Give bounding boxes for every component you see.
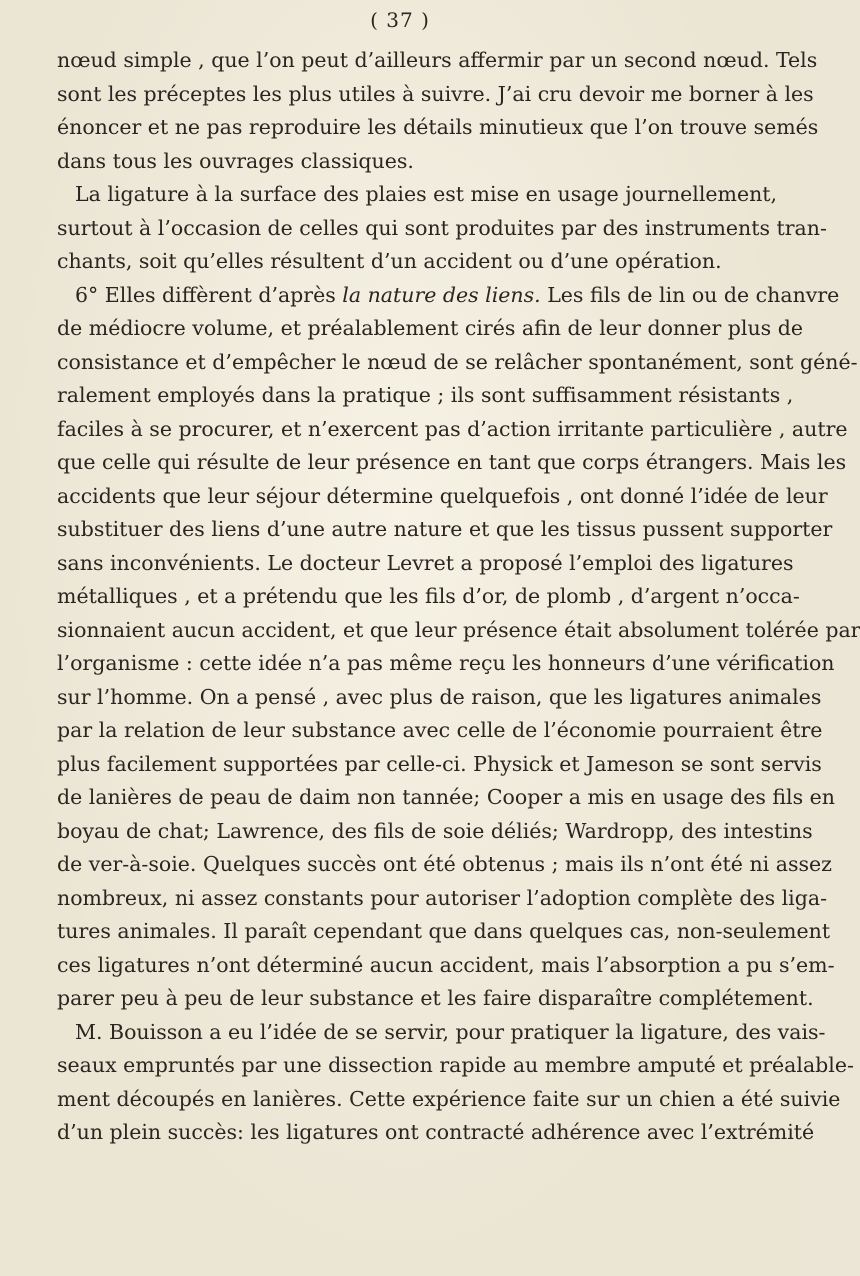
italic-phrase: la nature des liens. [342, 282, 541, 307]
body-text [57, 44, 860, 1150]
text-line: parer peu à peu de leur substance et les faire disparaître complétement. [57, 986, 814, 1010]
text-line: substituer des liens d’une autre nature et que les tissus pussent supporter [57, 517, 833, 541]
text-line-mixed [57, 279, 840, 313]
text-line: sionnaient aucun accident, et que leur présence était absolument tolérée par [57, 617, 860, 642]
text-line: métalliques , et a prétendu que les fils d’or, de plomb , d’argent n’occa- [57, 584, 800, 608]
text-line: tures animales. Il paraît cependant que dans quelques cas, non-seulement [57, 919, 831, 943]
text-line: accidents que leur séjour détermine quelquefois , ont donné l’idée de leur [57, 483, 828, 508]
text-line: énoncer et ne pas reproduire les détails minutieux que l’on trouve semés [57, 115, 819, 139]
text-line: l’organisme : cette idée n’a pas même reçu les honneurs d’une vérification [57, 651, 835, 675]
text-line: surtout à l’occasion de celles qui sont produites par des instruments tran- [57, 215, 827, 240]
text-line: de ver-à-soie. Quelques succès ont été obtenus ; mais ils n’ont été ni assez [57, 852, 832, 876]
text-fragment: Les fils de lin ou de chanvre [540, 282, 840, 307]
text-line: nombreux, ni assez constants pour autoriser l’adoption complète des liga- [57, 885, 827, 910]
text-line: dans tous les ouvrages classiques. [57, 148, 414, 173]
text-line: sont les préceptes les plus utiles à suivre. J’ai cru devoir me borner à les [57, 81, 814, 106]
text-line: M. Bouisson a eu l’idée de se servir, pour pratiquer la ligature, des vais- [75, 1019, 826, 1044]
text-line: chants, soit qu’elles résultent d’un accident ou d’une opération. [57, 249, 722, 273]
text-line: nœud simple , que l’on peut d’ailleurs affermir par un second nœud. Tels [57, 48, 818, 72]
text-line: consistance et d’empêcher le nœud de se relâcher spontanément, sont géné- [57, 349, 858, 374]
text-line: sans inconvénients. Le docteur Levret a proposé l’emploi des ligatures [57, 550, 794, 575]
text-line: de médiocre volume, et préalablement cirés afin de leur donner plus de [57, 316, 803, 340]
text-line: plus facilement supportées par celle-ci. Physick et Jameson se sont servis [57, 751, 822, 776]
text-line: de lanières de peau de daim non tannée; Cooper a mis en usage des fils en [57, 785, 835, 809]
text-line: faciles à se procurer, et n’exercent pas d’action irritante particulière , autre [57, 416, 848, 441]
text-line: seaux empruntés par une dissection rapide au membre amputé et préalable- [57, 1053, 854, 1077]
text-line: La ligature à la surface des plaies est mise en usage journellement, [75, 182, 778, 206]
text-line: que celle qui résulte de leur présence en tant que corps étrangers. Mais les [57, 450, 847, 474]
text-line: sur l’homme. On a pensé , avec plus de raison, que les ligatures animales [57, 684, 822, 709]
text-line: d’un plein succès: les ligatures ont contracté adhérence avec l’extrémité [57, 1120, 815, 1144]
text-line: ralement employés dans la pratique ; ils sont suffisamment résistants , [57, 383, 794, 407]
text-line: ment découpés en lanières. Cette expérience faite sur un chien a été suivie [57, 1086, 841, 1111]
text-line: ces ligatures n’ont déterminé aucun accident, mais l’absorption a pu s’em- [57, 952, 835, 977]
text-line: par la relation de leur substance avec celle de l’économie pourraient être [57, 718, 823, 742]
text-line: boyau de chat; Lawrence, des fils de soie déliés; Wardropp, des intestins [57, 818, 813, 843]
page-number: ( 37 ) [370, 8, 430, 32]
text-fragment: 6° Elles diffèrent d’après [75, 282, 343, 307]
